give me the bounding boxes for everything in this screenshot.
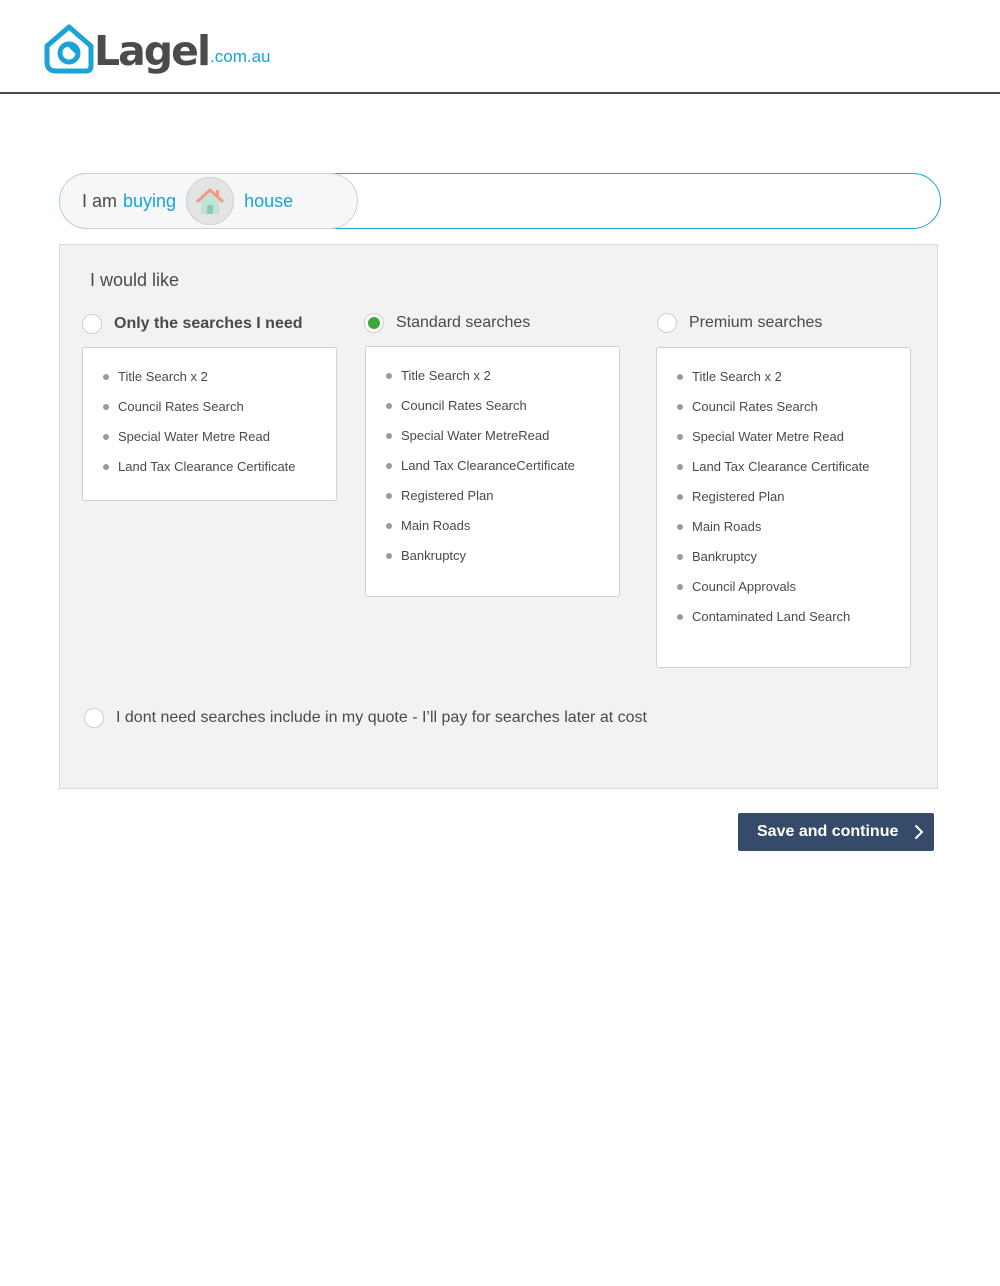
save-and-continue-button[interactable] [738, 813, 934, 851]
intent-summary[interactable] [59, 173, 358, 229]
option-card-only-needed [82, 347, 337, 501]
radio-no-searches[interactable] [84, 708, 104, 728]
option-card-premium [656, 347, 911, 668]
list-item: Land Tax Clearance Certificate [83, 459, 336, 489]
list-item: Council Rates Search [83, 399, 336, 429]
list-item: Special Water MetreRead [366, 428, 619, 458]
chevron-right-icon [914, 824, 924, 840]
no-searches-label: I dont need searches include in my quote - I’ll pay for searches later at cost [116, 709, 647, 726]
panel-title: I would like [90, 270, 180, 290]
list-item: Main Roads [366, 518, 619, 548]
list-item: Council Rates Search [366, 398, 619, 428]
intent-property[interactable]: house [244, 190, 294, 211]
option-premium[interactable] [657, 313, 822, 333]
list-item: Council Rates Search [657, 399, 910, 429]
list-item: Registered Plan [657, 489, 910, 519]
list-item: Bankruptcy [657, 549, 910, 579]
radio-standard[interactable] [364, 313, 384, 333]
option-label: Premium searches [689, 314, 823, 331]
list-item: Title Search x 2 [366, 368, 619, 398]
brand-logo[interactable] [42, 22, 271, 76]
radio-premium[interactable] [657, 313, 677, 333]
list-item: Title Search x 2 [657, 369, 910, 399]
site-header [0, 0, 1000, 94]
intent-action[interactable]: buying [123, 190, 177, 211]
searches-panel [59, 244, 938, 789]
option-label: Only the searches I need [114, 315, 303, 332]
list-item: Registered Plan [366, 488, 619, 518]
option-card-standard [365, 346, 620, 597]
property-type-badge[interactable] [186, 177, 234, 225]
list-item: Council Approvals [657, 579, 910, 609]
radio-only-needed[interactable] [82, 314, 102, 334]
house-icon [194, 186, 226, 216]
list-item: Land Tax Clearance Certificate [657, 459, 910, 489]
save-label: Save and continue [757, 823, 899, 840]
house-logo-icon [42, 22, 96, 76]
list-item: Special Water Metre Read [83, 429, 336, 459]
option-only-needed[interactable] [82, 314, 303, 334]
list-item: Main Roads [657, 519, 910, 549]
list-item: Contaminated Land Search [657, 609, 910, 639]
brand-name: Lagel [94, 27, 210, 75]
list-item: Bankruptcy [366, 548, 619, 578]
option-standard[interactable] [364, 313, 530, 333]
list-item: Special Water Metre Read [657, 429, 910, 459]
brand-tld: .com.au [210, 47, 271, 66]
intent-prefix: I am [82, 190, 118, 211]
option-label: Standard searches [396, 314, 531, 331]
option-no-searches[interactable] [84, 708, 647, 728]
list-item: Land Tax ClearanceCertificate [366, 458, 619, 488]
intent-selector[interactable] [59, 173, 941, 229]
list-item: Title Search x 2 [83, 369, 336, 399]
